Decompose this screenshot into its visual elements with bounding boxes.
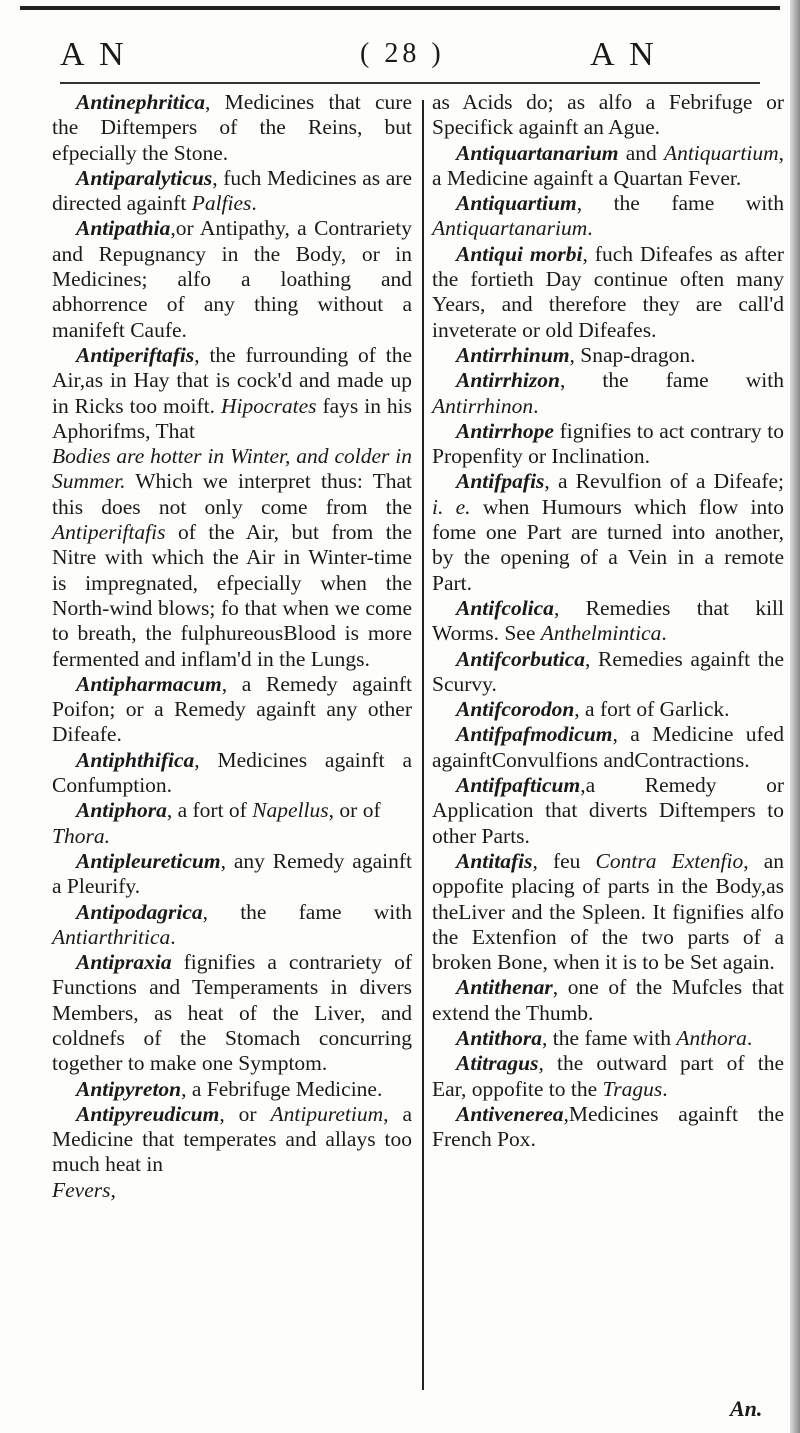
entry-tail: fays in his Aphorifms, That xyxy=(52,393,412,443)
dictionary-entry xyxy=(432,419,784,470)
dictionary-entry xyxy=(432,647,784,698)
entry-tail: , a Medicine againft a Quartan Fever. xyxy=(432,140,784,190)
entry-term: Antifcorbutica xyxy=(456,646,586,671)
entry-term: Antirrhizon xyxy=(456,368,560,393)
dictionary-entry xyxy=(432,722,784,773)
entry-term: Antitafis xyxy=(456,848,533,873)
entry-text: , the fame with xyxy=(542,1025,677,1050)
dictionary-entry xyxy=(52,748,412,799)
entry-term: Antipharmacum xyxy=(76,671,222,696)
entry-reference: Antipuretium xyxy=(270,1101,384,1126)
entry-text: , a fort of Garlick. xyxy=(574,697,730,722)
entry-tail: . xyxy=(746,1025,753,1050)
entry-tail: , or of xyxy=(328,798,381,823)
entry-text: ,Medicines againft the French Pox. xyxy=(432,1101,784,1152)
entry-tail: . xyxy=(251,191,257,216)
entry-term: Antipyreudicum xyxy=(76,1101,220,1126)
entry-text: fignifies to act contrary to Propenfity or Inclination. xyxy=(432,418,784,469)
dictionary-entry xyxy=(52,444,412,672)
entry-term: Antifcolica xyxy=(456,595,554,620)
dictionary-entry xyxy=(432,849,784,975)
entry-text: , the fame with xyxy=(559,368,784,393)
entry-reference: i. e. xyxy=(432,494,471,519)
dictionary-entry xyxy=(432,697,784,722)
entry-term: Antipyreton xyxy=(76,1076,182,1101)
entry-term: Antipathia xyxy=(76,216,171,241)
entry-tail: when Humours which flow into fome one Part are turned into another, by the opening of a Vein in a remote Part. xyxy=(432,494,784,595)
entry-term: Antipraxia xyxy=(76,950,172,975)
entry-text: , Medicines againft a Confumption. xyxy=(52,747,412,798)
entry-text: , feu xyxy=(532,848,596,873)
entry-tail: . xyxy=(661,621,667,646)
entry-reference: Antirrhinon xyxy=(432,393,534,418)
entry-text: , the fame with xyxy=(576,191,784,216)
entry-term: Antirrhinum xyxy=(456,342,570,367)
entry-tail: . xyxy=(587,216,593,241)
dictionary-entry xyxy=(432,773,784,849)
column-divider xyxy=(422,100,424,1390)
dictionary-entry xyxy=(52,216,412,342)
entry-term: Antiquartium xyxy=(456,191,577,216)
entry-term: Atitragus xyxy=(456,1051,539,1076)
dictionary-entry xyxy=(432,242,784,343)
entry-reference: Antiquartanarium xyxy=(432,216,588,241)
entry-italic: Fevers, xyxy=(52,1177,116,1202)
dictionary-entry xyxy=(432,1051,784,1102)
entry-term: Antifpafmodicum xyxy=(456,722,613,747)
entry-text: and xyxy=(618,140,664,165)
entry-reference: Anthora xyxy=(676,1025,747,1050)
entry-text: , any Remedy againft a Pleurify. xyxy=(52,848,412,899)
entry-text: , fuch Medicines as are directed againft xyxy=(52,165,412,216)
dictionary-entry xyxy=(432,596,784,647)
running-header xyxy=(60,28,760,78)
dictionary-entry xyxy=(52,900,412,951)
dictionary-entry xyxy=(432,90,784,141)
entry-term: Antiparalyticus xyxy=(76,165,213,190)
page-number: ( 28 ) xyxy=(360,38,445,69)
entry-italic: Thora. xyxy=(52,823,110,848)
entry-term: Antifcorodon xyxy=(456,697,575,722)
dictionary-entry xyxy=(52,166,412,217)
dictionary-entry xyxy=(432,343,784,368)
entry-text: Which we interpret thus: That this does not only come from the xyxy=(52,469,412,519)
dictionary-entry xyxy=(52,1178,412,1203)
entry-reference: Hipocrates xyxy=(220,393,317,418)
entry-text: , Snap-dragon. xyxy=(569,342,696,367)
dictionary-entry xyxy=(432,1026,784,1051)
entry-term: Antifpafis xyxy=(456,469,545,494)
entry-text: , a Febrifuge Medicine. xyxy=(181,1076,383,1101)
dictionary-entry xyxy=(52,824,412,849)
entry-text: , or xyxy=(219,1101,271,1126)
dictionary-entry xyxy=(52,798,412,823)
entry-reference: Tragus xyxy=(602,1076,663,1101)
entry-tail: of the Air, but from the Nitre with which the Air in Winter-time is impregnated, efpecially when the North-wind blows; fo that when we come to breath, the fulphureousBlood is more fermented and inflam'd in the Lungs. xyxy=(52,520,412,671)
left-column xyxy=(52,90,412,1203)
entry-text: ,a Remedy or Application that diverts Diftempers to other Parts. xyxy=(432,773,784,848)
entry-reference: Antiperiftafis xyxy=(52,520,166,545)
entry-term: Antifpafticum xyxy=(456,773,581,798)
entry-text: , one of the Mufcles that extend the Thumb. xyxy=(432,975,784,1025)
entry-text: , Medicines that cure the Diftempers of the Reins, but efpecially the Stone. xyxy=(52,90,412,165)
entry-reference: Napellus xyxy=(252,798,329,823)
entry-text: , the outward part of the Ear, oppofite to the xyxy=(432,1051,784,1101)
entry-text: , the fame with xyxy=(202,899,412,924)
entry-tail: . xyxy=(662,1076,668,1101)
entry-term: Antiqui morbi xyxy=(456,241,583,266)
entry-text: , Remedies that kill Worms. See xyxy=(432,595,784,646)
dictionary-entry xyxy=(432,1102,784,1153)
entry-term: Antiquartanarium xyxy=(456,140,619,165)
entry-text: , Remedies againft the Scurvy. xyxy=(432,646,784,696)
entry-text: ,or Antipathy, a Contrariety and Repugnancy in the Body, or in Medicines; alfo a loathing and abhorrence of any thing without a manifeft Caufe. xyxy=(52,216,412,342)
entry-term: Antithenar xyxy=(456,975,553,1000)
dictionary-entry xyxy=(52,950,412,1076)
header-rule xyxy=(60,82,760,84)
entry-tail: . xyxy=(533,393,539,418)
entry-term: Antipodagrica xyxy=(76,899,203,924)
entry-italic: Bodies are hotter in Winter, and colder in Summer. xyxy=(52,444,412,494)
header-left: A N xyxy=(60,36,128,73)
entry-tail: , a Medicine that temperates and allays too much heat in xyxy=(52,1101,412,1177)
dictionary-entry xyxy=(432,469,784,595)
page-edge xyxy=(790,0,800,1433)
entry-text: as Acids do; as alfo a Febrifuge or Specifick againft an Ague. xyxy=(432,90,784,140)
entry-text: , a fort of xyxy=(166,798,253,823)
entry-reference: Antiarthritica xyxy=(52,924,171,949)
entry-text: , fuch Difeafes as after the fortieth Day continue often many Years, and therefore they are call'd inveterate or old Difeafes. xyxy=(432,241,784,342)
dictionary-entry xyxy=(52,672,412,748)
dictionary-entry xyxy=(52,849,412,900)
entry-text: , a Revulfion of a Difeafe; xyxy=(544,469,784,494)
top-rule xyxy=(20,6,780,10)
entry-tail: . xyxy=(170,924,176,949)
dictionary-entry xyxy=(52,90,412,166)
entry-term: Antinephritica xyxy=(76,90,206,114)
entry-text: , a Medicine ufed againftConvulfions andContractions. xyxy=(432,722,784,772)
dictionary-entry xyxy=(432,191,784,242)
entry-term: Antipleureticum xyxy=(76,848,221,873)
entry-text: , the furrounding of the Air,as in Hay that is cock'd and made up in Ricks too moift. xyxy=(52,342,412,418)
entry-reference: Antiquartium xyxy=(663,140,779,165)
dictionary-entry xyxy=(432,975,784,1026)
entry-term: Antiphora xyxy=(76,798,167,823)
dictionary-entry xyxy=(52,343,412,444)
entry-text: , a Remedy againft Poifon; or a Remedy againft any other Difeafe. xyxy=(52,671,412,747)
entry-term: Antivenerea xyxy=(456,1101,564,1126)
entry-term: Antirrhope xyxy=(456,418,554,443)
dictionary-entry xyxy=(52,1077,412,1102)
entry-term: Antithora xyxy=(456,1025,543,1050)
entry-reference: Contra Extenfio xyxy=(595,848,744,873)
entry-term: Antiphthifica xyxy=(76,747,195,772)
dictionary-entry xyxy=(432,368,784,419)
entry-reference: Anthelmintica xyxy=(540,621,662,646)
dictionary-entry xyxy=(432,141,784,192)
dictionary-entry xyxy=(52,1102,412,1178)
entry-tail: , an oppofite placing of parts in the Body,as theLiver and the Spleen. It fignifies alfo the Extenfion of the two parts of a broken Bone, when it is to be Set again. xyxy=(432,848,784,975)
header-right: A N xyxy=(590,36,658,73)
entry-term: Antiperiftafis xyxy=(76,342,195,367)
right-column xyxy=(432,90,784,1152)
entry-text: fignifies a contrariety of Functions and Temperaments in divers Members, as heat of the Liver, and coldnefs of the Stomach concurring together to make one Symptom. xyxy=(52,950,412,1076)
entry-reference: Palfies xyxy=(191,191,252,216)
catchword: An. xyxy=(730,1396,763,1421)
